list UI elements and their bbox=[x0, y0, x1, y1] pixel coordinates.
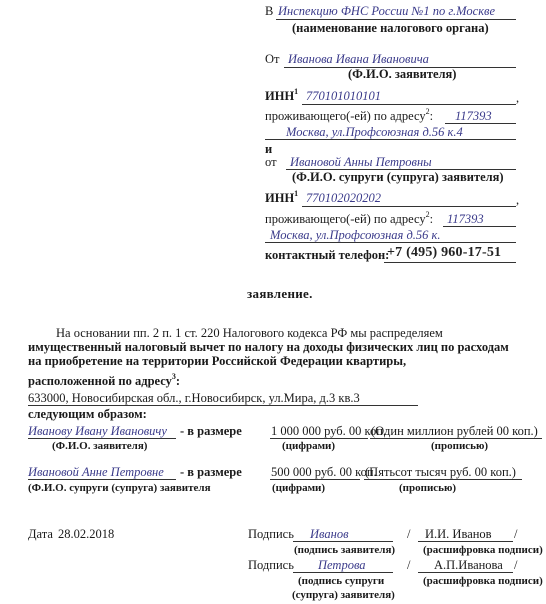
sign2-value: Петрова bbox=[318, 558, 366, 572]
from2-prefix: от bbox=[265, 155, 277, 169]
dist2-amount-digits: 500 000 руб. 00 коп. bbox=[271, 465, 377, 479]
to-value: Инспекцию ФНС России №1 по г.Москве bbox=[278, 4, 496, 18]
phone-value: +7 (495) 960-17-51 bbox=[387, 245, 502, 260]
from2-value: Ивановой Анны Петровны bbox=[290, 155, 432, 169]
sign2-name: А.П.Иванова bbox=[434, 558, 503, 572]
sign1-label: Подпись bbox=[248, 527, 294, 541]
body-line-2: имущественный налоговый вычет по налогу на доходы физических лиц по расходам bbox=[28, 340, 509, 354]
dist1-amount-label: - в размере bbox=[180, 424, 242, 438]
property-address-underline bbox=[28, 405, 418, 406]
addr2-label: проживающего(-ей) по адресу$^2$: bbox=[265, 210, 434, 226]
sign2-caption: (подпись супруги bbox=[298, 575, 385, 587]
body-line-1: На основании пп. 2 п. 1 ст. 220 Налогового кодекса РФ мы распределяем bbox=[56, 326, 443, 340]
inn2-label: ИНН$^1$ bbox=[265, 189, 299, 205]
body-line-3: на приобретение на территории Российской Федерации квартиры, bbox=[28, 354, 407, 368]
sign1-name-caption: (расшифровка подписи) bbox=[423, 544, 543, 556]
addr-value: Москва, ул.Профсоюзная д.56 к.4 bbox=[286, 125, 463, 139]
from-prefix: От bbox=[265, 52, 280, 66]
to-caption: (наименование налогового органа) bbox=[292, 21, 489, 35]
dist2-name-caption: (Ф.И.О. супруги (супруга) заявителя bbox=[28, 482, 211, 494]
dist2-words-caption: (прописью) bbox=[399, 482, 457, 494]
and-label: и bbox=[265, 142, 273, 156]
addr2-value: Москва, ул.Профсоюзная д.56 к. bbox=[270, 228, 441, 242]
dist2-name: Ивановой Анне Петровне bbox=[28, 465, 164, 479]
to-underline bbox=[276, 19, 516, 20]
phone-underline bbox=[384, 262, 516, 263]
following-label: следующим образом: bbox=[28, 407, 147, 421]
from-caption: (Ф.И.О. заявителя) bbox=[348, 67, 457, 81]
inn-label: ИНН$^1$ bbox=[265, 87, 299, 103]
dist2-amount-words: (Пятьсот тысяч руб. 00 коп.) bbox=[365, 465, 516, 479]
inn2-value: 770102020202 bbox=[306, 191, 381, 205]
sign1-name: И.И. Иванов bbox=[425, 527, 492, 541]
dist2-amount-label: - в размере bbox=[180, 465, 242, 479]
sign1-underline bbox=[293, 541, 393, 542]
document-title: заявление. bbox=[247, 286, 313, 301]
sign2-name-underline bbox=[418, 572, 513, 573]
addr2-index: 117393 bbox=[447, 212, 484, 226]
inn-underline bbox=[302, 104, 516, 105]
dist2-words-underline bbox=[364, 479, 522, 480]
addr-index: 117393 bbox=[455, 109, 492, 123]
dist1-amount-digits: 1 000 000 руб. 00 коп. bbox=[271, 424, 387, 438]
dist2-digits-caption: (цифрами) bbox=[272, 482, 326, 494]
phone-label: контактный телефон: bbox=[265, 248, 390, 262]
sign2-underline bbox=[293, 572, 393, 573]
sign1-caption: (подпись заявителя) bbox=[294, 544, 396, 556]
dist1-name: Иванову Ивану Ивановичу bbox=[28, 424, 167, 438]
addr-underline bbox=[265, 139, 516, 140]
to-prefix: В bbox=[265, 4, 274, 18]
dist1-digits-caption: (цифрами) bbox=[282, 440, 336, 452]
from2-caption: (Ф.И.О. супруги (супруга) заявителя) bbox=[292, 170, 504, 184]
dist1-words-caption: (прописью) bbox=[431, 440, 489, 452]
sign2-caption-2: (супруга) заявителя) bbox=[292, 589, 395, 601]
addr2-index-underline bbox=[443, 226, 516, 227]
inn2-underline bbox=[302, 206, 516, 207]
sign2-label: Подпись bbox=[248, 558, 294, 572]
application-document: В Инспекцию ФНС России №1 по г.Москве (наименование налогового органа) От Иванова Ивана Ивановича (Ф.И.О. заявителя) ИНН$^1$ 770101010101 , проживающего(-ей) по адресу$^2$: 117393 Москва, ул.Профсоюзная д.56 к.4 и от Ивановой Анны Петровны (Ф.И.О. супруги (супруга) заявителя) ИНН$^1$ 770102020202 , проживающего(-ей) по адресу$^2$: 117393 Москва, ул.Профсоюзная д.56 к. контактный телефон: +7 (495) 960-17-51 заявление. На основании пп. 2 п. 1 ст. 220 Налогового кодекса РФ мы распределяем имущественный налоговый вычет по налогу на доходы физических лиц по расходам на приобретение на территории Российской Федерации квартиры, расположенной по адресу$^3$: 633000, Новосибирская обл., г.Новосибирск, ул.Мира, д.3 кв.3 следующим образом: Иванову Ивану Ивановичу - в размере 1 000 000 руб. 00 коп. (Один миллион рублей 00 коп.) (Ф.И.О. заявителя) (цифрами) (прописью) Ивановой Анне Петровне - в размере 500 000 руб. 00 коп. (Пятьсот тысяч руб. 00 коп.) (Ф.И.О. супруги (супруга) заявителя (цифрами) (прописью) Дата 28.02.2018 Подпись Иванов / И.И. Иванов / (подпись заявителя) (расшифровка подписи) Подпись Петрова / А.П.Иванова / (подпись супруги (супруга) заявителя) (расшифровка подписи) bbox=[28, 4, 543, 601]
from-value: Иванова Ивана Ивановича bbox=[288, 52, 429, 66]
sign1-value: Иванов bbox=[310, 527, 349, 541]
addr-label: проживающего(-ей) по адресу$^2$: bbox=[265, 107, 434, 123]
date-label: Дата bbox=[28, 527, 53, 541]
date-value: 28.02.2018 bbox=[58, 527, 115, 541]
inn-value: 770101010101 bbox=[306, 89, 381, 103]
dist2-digits-underline bbox=[270, 479, 360, 480]
sign2-name-caption: (расшифровка подписи) bbox=[423, 575, 543, 587]
dist1-name-caption: (Ф.И.О. заявителя) bbox=[52, 440, 148, 452]
sign1-name-underline bbox=[418, 541, 513, 542]
dist1-amount-words: (Один миллион рублей 00 коп.) bbox=[371, 424, 538, 438]
dist2-name-underline bbox=[28, 479, 176, 480]
property-address: 633000, Новосибирская обл., г.Новосибирск, ул.Мира, д.3 кв.3 bbox=[28, 391, 360, 405]
body-line-4: расположенной по адресу$^3$: bbox=[28, 372, 181, 388]
addr-index-underline bbox=[445, 123, 516, 124]
addr2-underline bbox=[265, 242, 516, 243]
